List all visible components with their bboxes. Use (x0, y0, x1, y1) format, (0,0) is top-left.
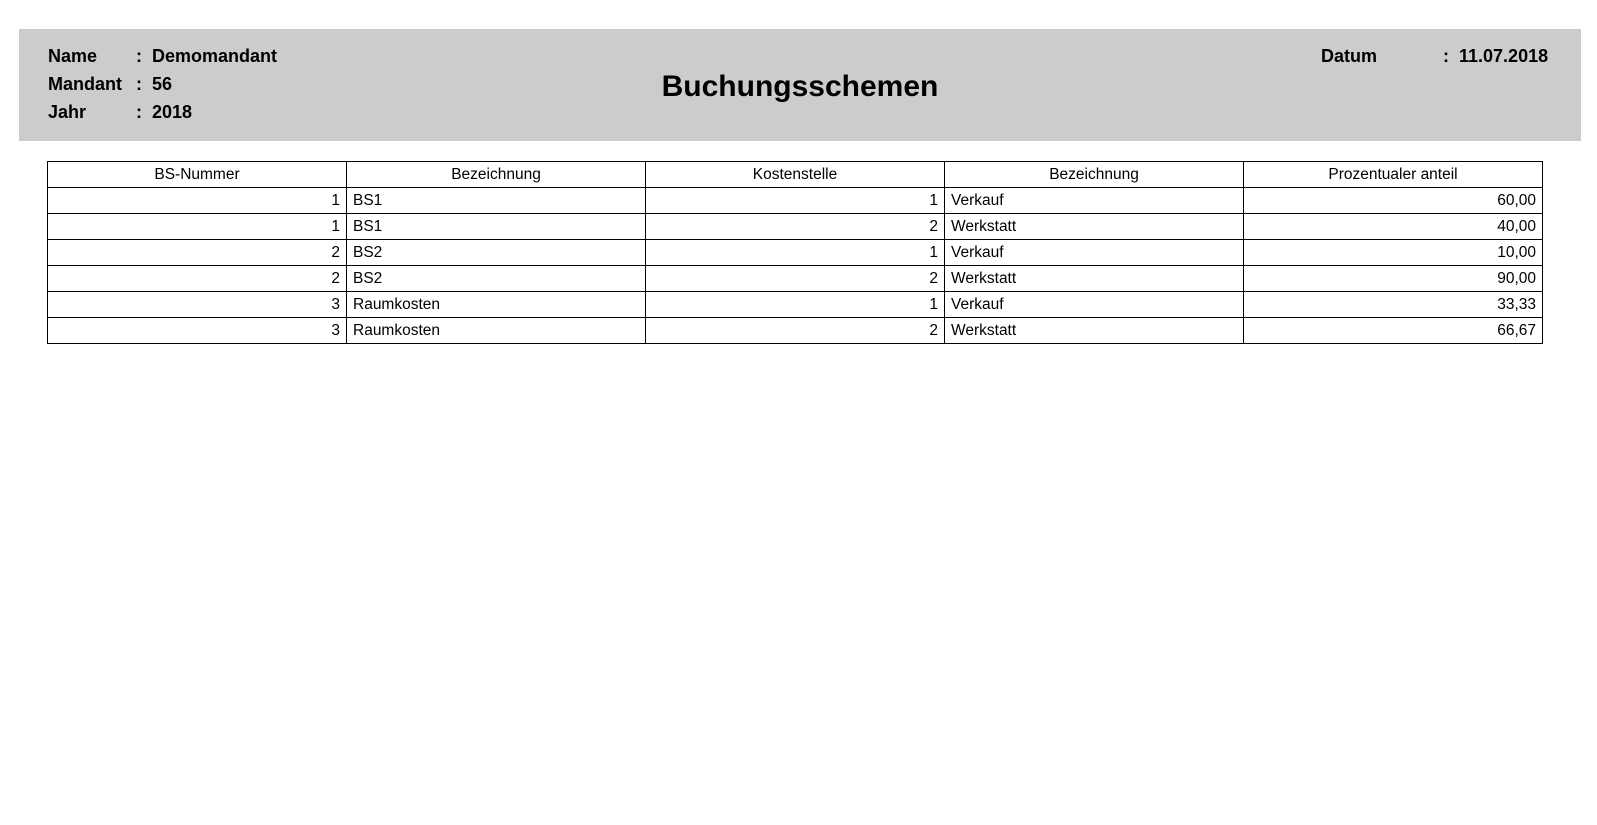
cell-ks-bezeichnung: Verkauf (945, 240, 1244, 266)
cell-bezeichnung: BS1 (347, 188, 646, 214)
cell-bezeichnung: BS1 (347, 214, 646, 240)
cell-ks-bezeichnung: Werkstatt (945, 318, 1244, 344)
cell-anteil: 90,00 (1244, 266, 1543, 292)
table-row (48, 214, 1543, 240)
meta-row-name: Name : Demomandant (48, 42, 277, 70)
cell-anteil: 33,33 (1244, 292, 1543, 318)
table-row (48, 266, 1543, 292)
column-header-bs-nummer: BS-Nummer (48, 162, 347, 188)
report-date: Datum : 11.07.2018 (1321, 42, 1548, 70)
column-header-kostenstelle: Kostenstelle (646, 162, 945, 188)
meta-label: Jahr (48, 102, 87, 122)
cell-anteil: 60,00 (1244, 188, 1543, 214)
cell-ks-bezeichnung: Verkauf (945, 292, 1244, 318)
cell-bs-nummer: 1 (48, 214, 347, 240)
cell-anteil: 66,67 (1244, 318, 1543, 344)
column-header-ks-bezeichnung: Bezeichnung (945, 162, 1244, 188)
cell-bezeichnung: BS2 (347, 266, 646, 292)
cell-kostenstelle: 1 (646, 292, 945, 318)
cell-kostenstelle: 2 (646, 214, 945, 240)
cell-kostenstelle: 2 (646, 318, 945, 344)
meta-value: Demomandant (152, 46, 278, 66)
cell-bs-nummer: 1 (48, 188, 347, 214)
date-value: 11.07.2018 (1459, 46, 1549, 66)
cell-kostenstelle: 1 (646, 240, 945, 266)
cell-kostenstelle: 1 (646, 188, 945, 214)
table-row (48, 188, 1543, 214)
cell-ks-bezeichnung: Werkstatt (945, 214, 1244, 240)
table-row (48, 240, 1543, 266)
table-row (48, 318, 1543, 344)
meta-label: Mandant (48, 74, 122, 94)
table-header-row (48, 162, 1543, 188)
meta-row-jahr: Jahr : 2018 (48, 98, 277, 126)
column-header-bezeichnung: Bezeichnung (347, 162, 646, 188)
cell-bezeichnung: BS2 (347, 240, 646, 266)
report-header (19, 29, 1581, 141)
cell-anteil: 10,00 (1244, 240, 1543, 266)
cell-ks-bezeichnung: Werkstatt (945, 266, 1244, 292)
cell-kostenstelle: 2 (646, 266, 945, 292)
column-header-anteil: Prozentualer anteil (1244, 162, 1543, 188)
cell-bs-nummer: 3 (48, 318, 347, 344)
meta-value: 56 (152, 74, 173, 94)
cell-bs-nummer: 3 (48, 292, 347, 318)
meta-label: Name (48, 46, 98, 66)
cell-bezeichnung: Raumkosten (347, 318, 646, 344)
cell-bs-nummer: 2 (48, 266, 347, 292)
cell-ks-bezeichnung: Verkauf (945, 188, 1244, 214)
cell-anteil: 40,00 (1244, 214, 1543, 240)
cell-bs-nummer: 2 (48, 240, 347, 266)
booking-schemes-table (47, 161, 1543, 344)
cell-bezeichnung: Raumkosten (347, 292, 646, 318)
date-label: Datum (1321, 46, 1378, 66)
meta-value: 2018 (152, 102, 193, 122)
meta-row-mandant: Mandant : 56 (48, 70, 277, 98)
table-row (48, 292, 1543, 318)
page-title: Buchungsschemen (661, 70, 939, 103)
